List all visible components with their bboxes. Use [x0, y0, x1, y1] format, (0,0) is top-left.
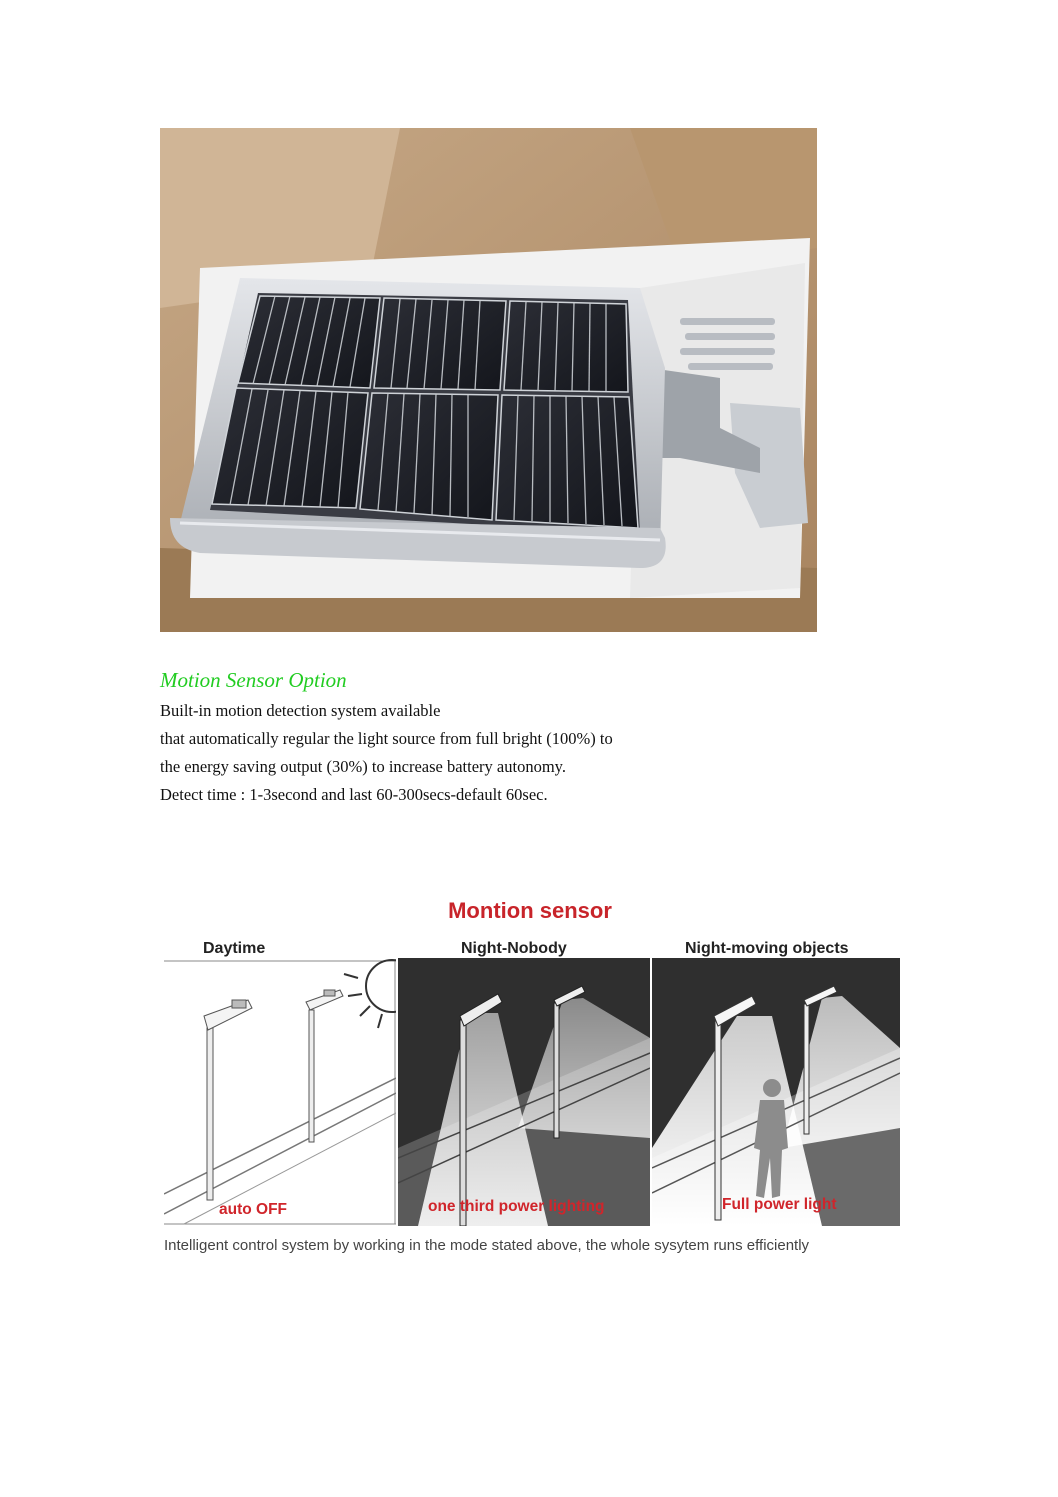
section-body [160, 697, 860, 809]
panel-label-night-moving: Night-moving objects [685, 940, 849, 957]
panel-label-daytime: Daytime [203, 940, 266, 957]
diagram-footer-note: Intelligent control system by working in the mode stated above, the whole sysytem runs efficiently [164, 1237, 810, 1254]
body-line: Detect time : 1-3second and last 60-300secs-default 60sec. [160, 785, 548, 804]
body-line: Built-in motion detection system available [160, 701, 441, 720]
panel-night-nobody [398, 958, 650, 1226]
body-line: that automatically regular the light source from full bright (100%) to [160, 729, 613, 748]
panel-daytime [164, 958, 396, 1226]
section-title: Motion Sensor Option [160, 668, 347, 692]
panel-caption-night-nobody: one third power lighting [428, 1198, 605, 1215]
panel-caption-night-moving: Full power light [722, 1196, 837, 1213]
panel-label-night-nobody: Night-Nobody [461, 940, 567, 957]
body-line: the energy saving output (30%) to increase battery autonomy. [160, 757, 566, 776]
panel-night-moving [652, 958, 900, 1226]
product-photo [160, 128, 817, 632]
panel-caption-daytime: auto OFF [219, 1201, 288, 1218]
diagram-title: Montion sensor [448, 898, 612, 923]
